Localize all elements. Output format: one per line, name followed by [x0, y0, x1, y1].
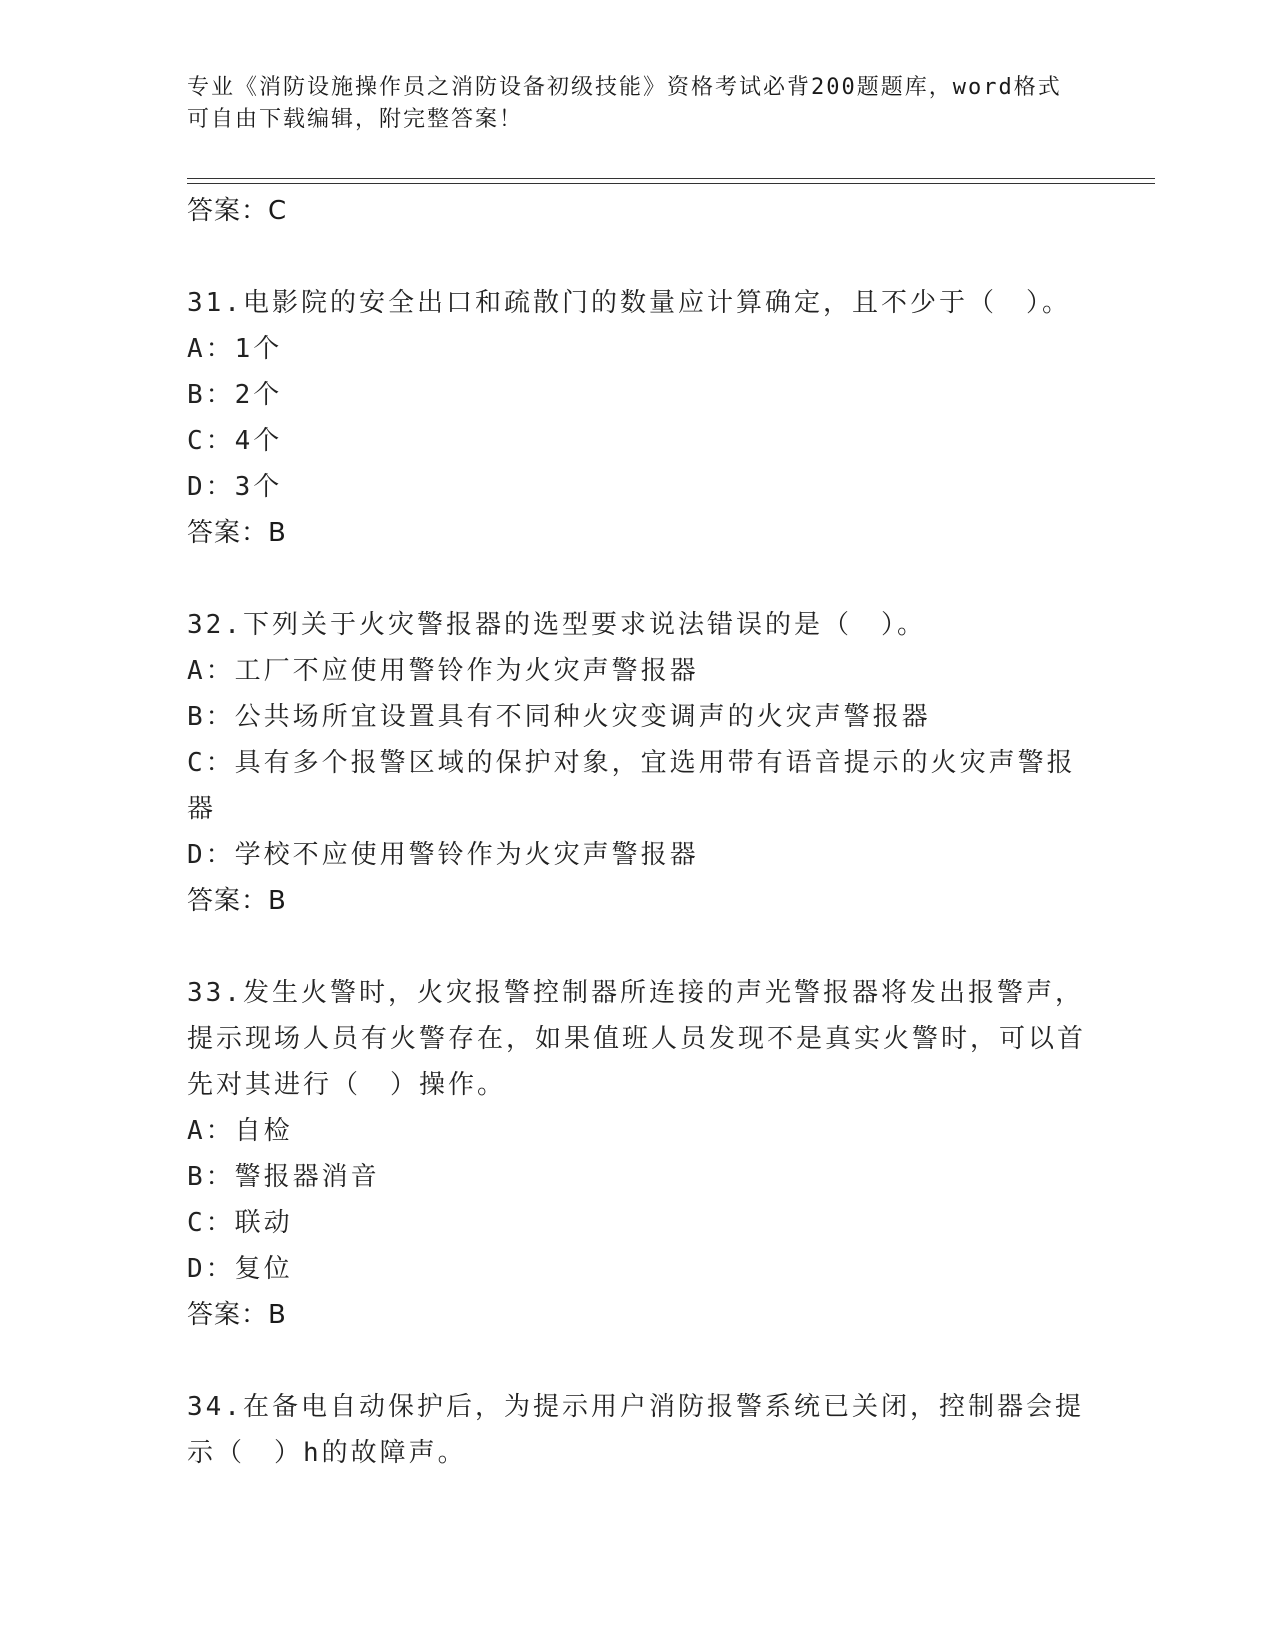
option-c: C：具有多个报警区域的保护对象，宜选用带有语音提示的火灾声警报器 — [187, 748, 1076, 824]
option-b: B：公共场所宜设置具有不同种火灾变调声的火灾声警报器 — [187, 702, 931, 732]
header-divider-bottom — [187, 183, 1155, 184]
answer-line: 答案：B — [187, 1300, 287, 1330]
question-block-31 — [187, 280, 1087, 556]
question-text: 32.下列关于火灾警报器的选型要求说法错误的是（ ）。 — [187, 610, 926, 640]
question-list — [187, 188, 1087, 1476]
question-block-33 — [187, 970, 1087, 1338]
question-block-32 — [187, 602, 1087, 924]
question-text: 31.电影院的安全出口和疏散门的数量应计算确定，且不少于（ ）。 — [187, 288, 1071, 318]
answer-line: 答案：B — [187, 518, 287, 548]
option-d: D：复位 — [187, 1254, 293, 1284]
answer-line: 答案：C — [187, 196, 288, 226]
answer-line: 答案：B — [187, 886, 287, 916]
option-c: C：4个 — [187, 426, 283, 456]
document-header: 专业《消防设施操作员之消防设备初级技能》资格考试必背200题题库，word格式可自由下载编辑，附完整答案！ — [187, 75, 1062, 132]
option-d: D：3个 — [187, 472, 283, 502]
option-c: C：联动 — [187, 1208, 293, 1238]
header-divider-top — [187, 178, 1155, 179]
question-text: 33.发生火警时，火灾报警控制器所连接的声光警报器将发出报警声，提示现场人员有火警存在，如果值班人员发现不是真实火警时，可以首先对其进行（ ）操作。 — [187, 978, 1087, 1100]
option-b: B：2个 — [187, 380, 283, 410]
option-a: A：1个 — [187, 334, 283, 364]
option-a: A：工厂不应使用警铃作为火灾声警报器 — [187, 656, 699, 686]
question-text: 34.在备电自动保护后，为提示用户消防报警系统已关闭，控制器会提示（ ）h的故障声。 — [187, 1392, 1084, 1468]
question-block-34 — [187, 1384, 1087, 1476]
option-a: A：自检 — [187, 1116, 293, 1146]
option-d: D：学校不应使用警铃作为火灾声警报器 — [187, 840, 699, 870]
option-b: B：警报器消音 — [187, 1162, 380, 1192]
